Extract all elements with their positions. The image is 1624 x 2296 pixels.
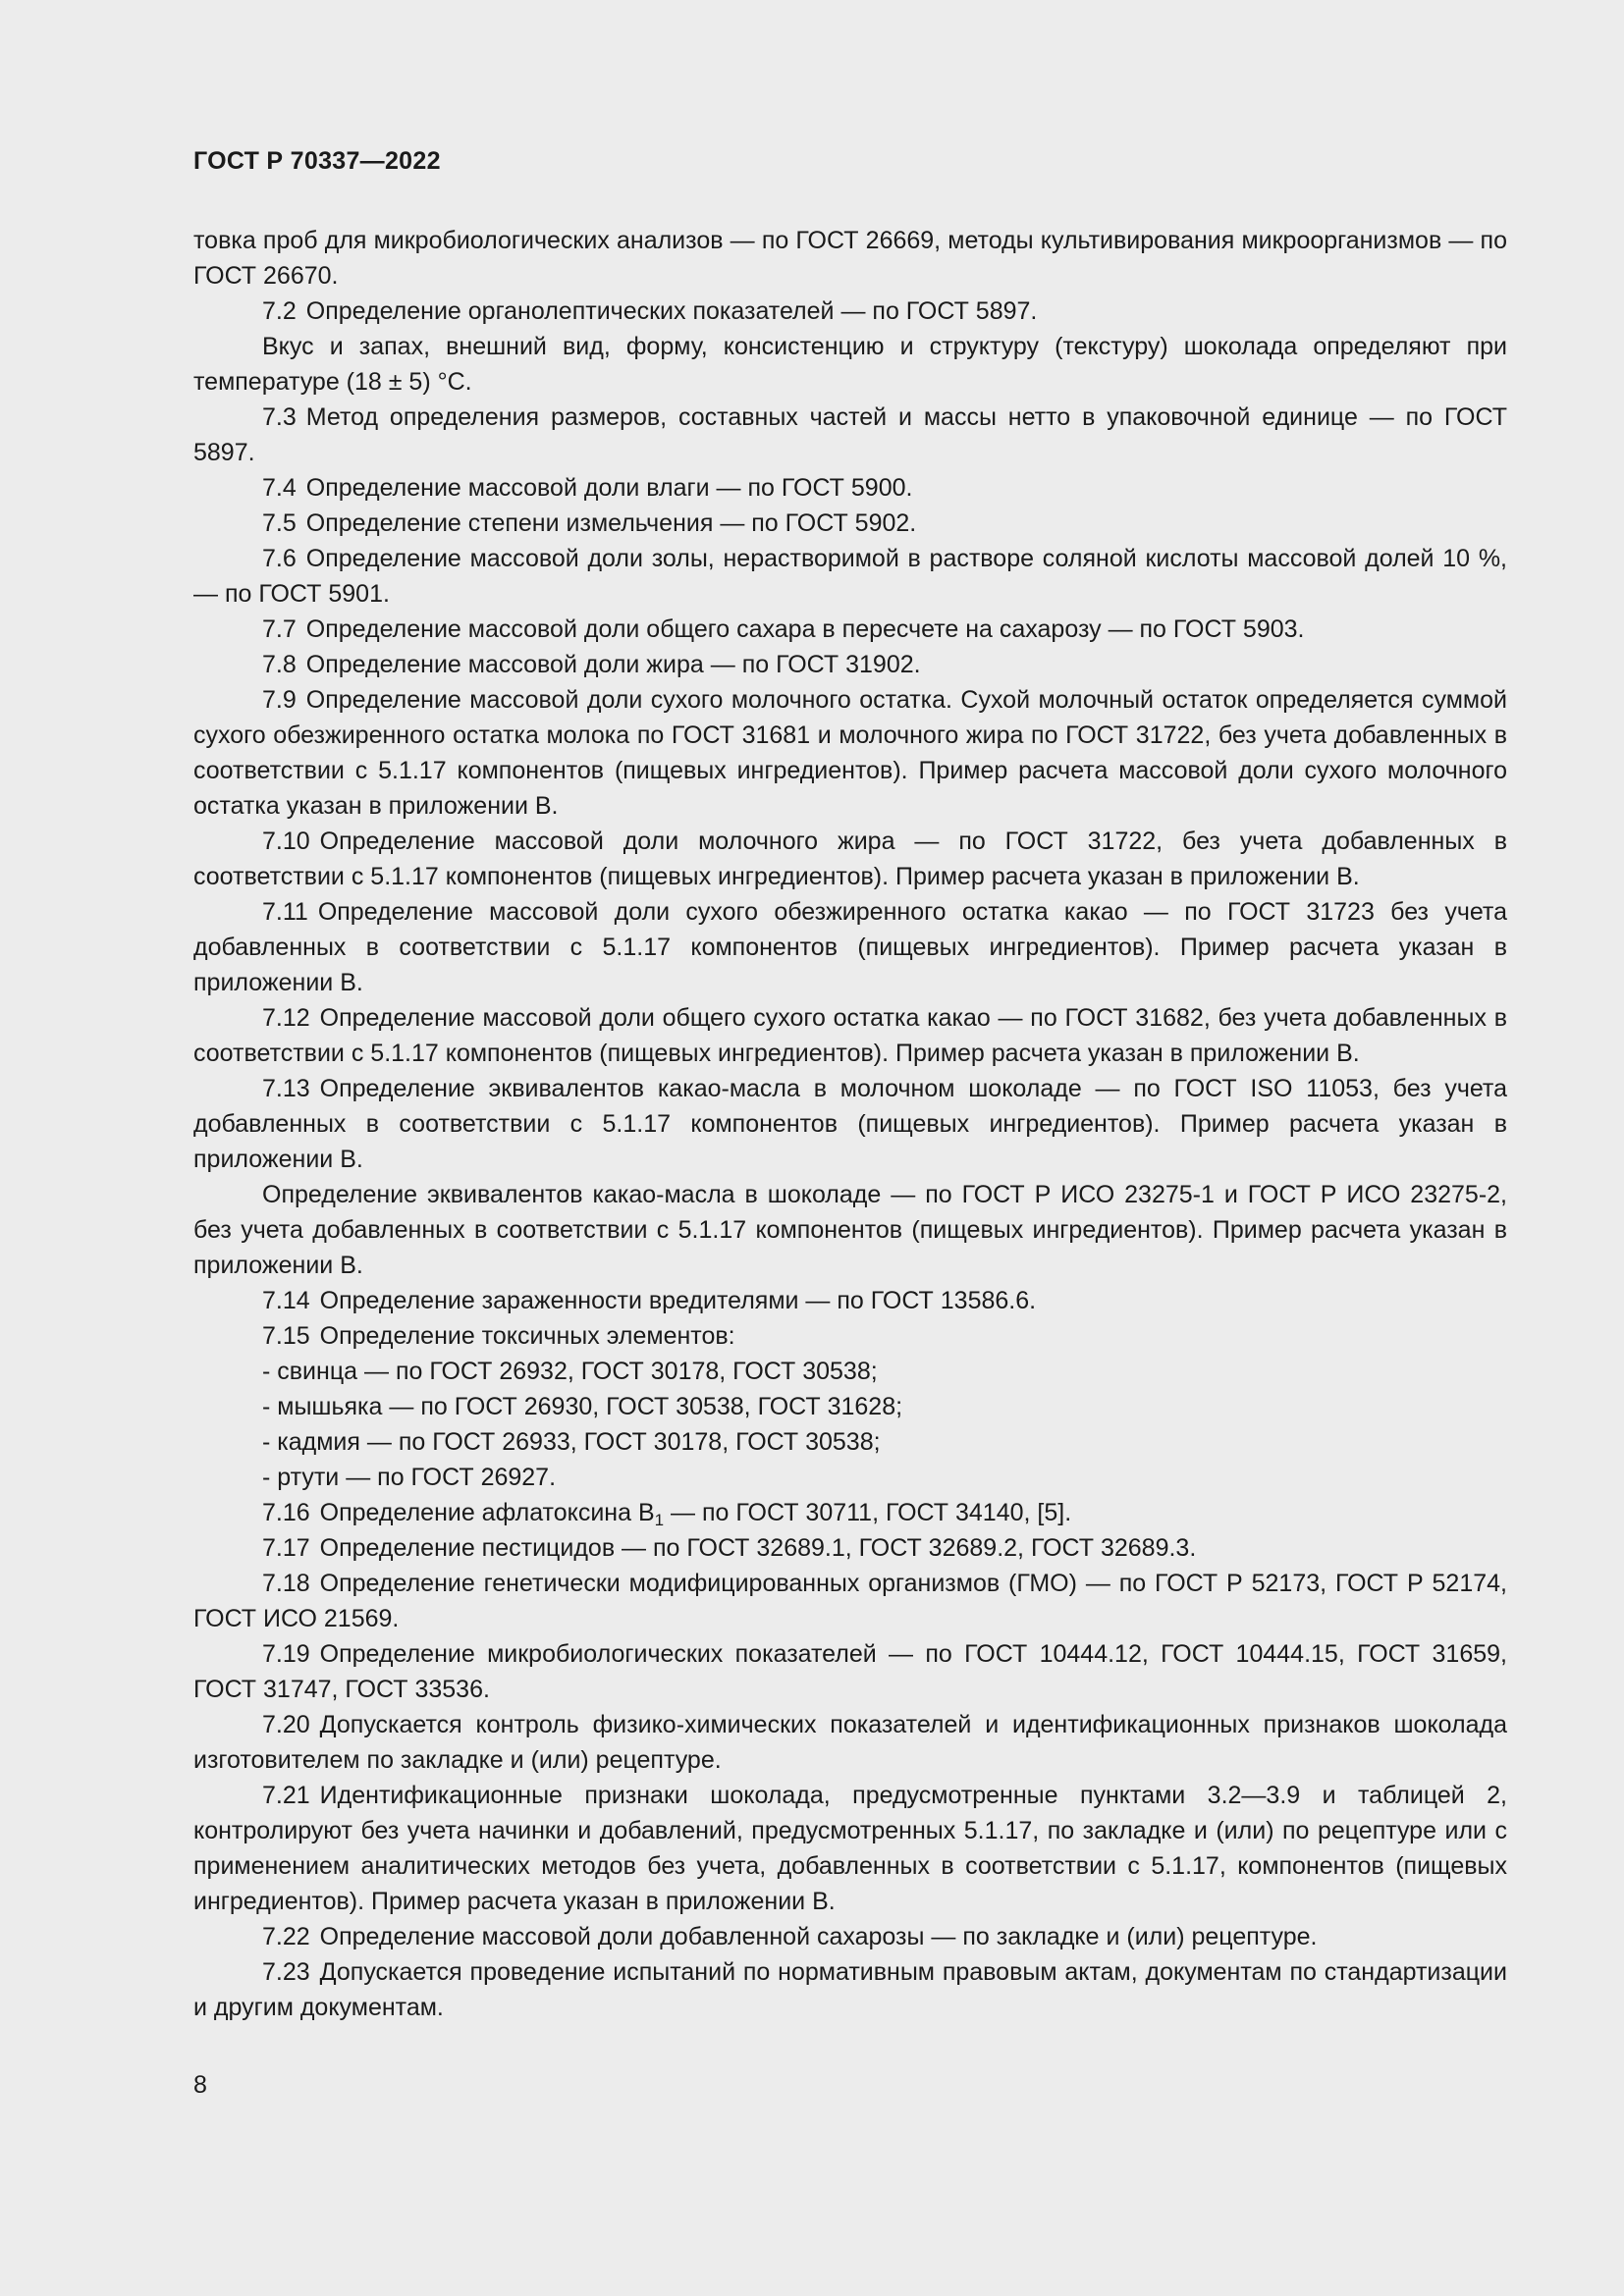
clause-text: Определение пестицидов — по ГОСТ 32689.1, ГОСТ 32689.2, ГОСТ 32689.3. (319, 1534, 1197, 1562)
clause-text: Определение массовой доли золы, нерастворимой в растворе соляной кислоты массовой долей 10 %, — по ГОСТ 5901. (193, 545, 1507, 608)
clause-text: Определение массовой доли сухого обезжиренного остатка какао — по ГОСТ 31723 без учета добавленных в соответствии с 5.1.17 компонентов (пищевых ингредиентов). Пример расчета указан в приложении В. (193, 898, 1507, 996)
document-body (193, 223, 1507, 2025)
clause-text: Определение массовой доли добавленной сахарозы — по закладке и (или) рецептуре. (319, 1923, 1318, 1950)
clause-number: 7.12 (262, 1004, 310, 1032)
clause-number: 7.20 (262, 1711, 310, 1738)
clause-7-10 (193, 824, 1507, 894)
clause-7-2 (193, 294, 1507, 329)
clause-7-5 (193, 506, 1507, 541)
clause-number: 7.22 (262, 1923, 310, 1950)
clause-7-12 (193, 1000, 1507, 1071)
clause-number: 7.17 (262, 1534, 310, 1562)
clause-number: 7.18 (262, 1570, 310, 1597)
clause-number: 7.10 (262, 828, 310, 855)
clause-7-15 (193, 1318, 1507, 1354)
clause-7-21 (193, 1778, 1507, 1919)
clause-7-17 (193, 1530, 1507, 1566)
clause-7-20 (193, 1707, 1507, 1778)
clause-number: 7.14 (262, 1287, 310, 1314)
clause-number: 7.5 (262, 509, 297, 537)
clause-number: 7.2 (262, 297, 297, 325)
paragraph-continuation: товка проб для микробиологических анализов — по ГОСТ 26669, методы культивирования микроорганизмов — по ГОСТ 26670. (193, 227, 1507, 290)
list-item-mercury: - ртути — по ГОСТ 26927. (262, 1464, 557, 1491)
clause-number: 7.19 (262, 1640, 310, 1668)
clause-7-11 (193, 894, 1507, 1000)
list-item-cadmium: - кадмия — по ГОСТ 26933, ГОСТ 30178, ГОСТ 30538; (262, 1428, 881, 1456)
clause-7-4 (193, 470, 1507, 506)
clause-7-23 (193, 1954, 1507, 2025)
clause-text: Допускается проведение испытаний по нормативным правовым актам, документам по стандартизации и другим документам. (193, 1958, 1507, 2021)
clause-text: Определение токсичных элементов: (319, 1322, 735, 1350)
clause-7-13 (193, 1071, 1507, 1177)
clause-number: 7.4 (262, 474, 297, 502)
clause-number: 7.21 (262, 1782, 310, 1809)
clause-7-14 (193, 1283, 1507, 1318)
clause-text: Определение афлатоксина В (319, 1499, 655, 1526)
clause-number: 7.16 (262, 1499, 310, 1526)
clause-text: Определение массовой доли общего сахара в пересчете на сахарозу — по ГОСТ 5903. (305, 615, 1305, 643)
clause-number: 7.13 (262, 1075, 310, 1102)
clause-text-tail: — по ГОСТ 30711, ГОСТ 34140, [5]. (664, 1499, 1072, 1526)
clause-7-22 (193, 1919, 1507, 1954)
clause-7-19 (193, 1636, 1507, 1707)
clause-text: Определение степени измельчения — по ГОСТ 5902. (305, 509, 917, 537)
clause-7-8 (193, 647, 1507, 682)
clause-number: 7.11 (262, 898, 308, 926)
clause-number: 7.6 (262, 545, 297, 572)
clause-text: Определение массовой доли общего сухого остатка какао — по ГОСТ 31682, без учета добавленных в соответствии с 5.1.17 компонентов (пищевых ингредиентов). Пример расчета указан в приложении В. (193, 1004, 1507, 1067)
clause-text: Определение зараженности вредителями — по ГОСТ 13586.6. (319, 1287, 1037, 1314)
subscript: 1 (654, 1511, 665, 1529)
clause-7-16 (193, 1495, 1507, 1530)
clause-text: Определение массовой доли жира — по ГОСТ 31902. (305, 651, 921, 678)
document-header: ГОСТ Р 70337—2022 (193, 147, 441, 175)
clause-7-3 (193, 400, 1507, 470)
clause-text: Определение органолептических показателей — по ГОСТ 5897. (305, 297, 1038, 325)
clause-text: Определение массовой доли молочного жира — по ГОСТ 31722, без учета добавленных в соответствии с 5.1.17 компонентов (пищевых ингредиентов). Пример расчета указан в приложении В. (193, 828, 1507, 890)
clause-text: Определение массовой доли сухого молочного остатка. Сухой молочный остаток определяется суммой сухого обезжиренного остатка молока по ГОСТ 31681 и молочного жира по ГОСТ 31722, без учета добавленных в соответствии с 5.1.17 компонентов (пищевых ингредиентов). Пример расчета массовой доли сухого молочного остатка указан в приложении В. (193, 686, 1507, 820)
clause-text: Определение генетически модифицированных организмов (ГМО) — по ГОСТ Р 52173, ГОСТ Р 52174, ГОСТ ИСО 21569. (193, 1570, 1507, 1632)
clause-number: 7.7 (262, 615, 297, 643)
clause-number: 7.8 (262, 651, 297, 678)
clause-7-6 (193, 541, 1507, 612)
clause-number: 7.9 (262, 686, 297, 714)
list-item-arsenic: - мышьяка — по ГОСТ 26930, ГОСТ 30538, ГОСТ 31628; (262, 1393, 903, 1420)
page-number: 8 (193, 2071, 207, 2099)
clause-7-7 (193, 612, 1507, 647)
clause-text: Допускается контроль физико-химических показателей и идентификационных признаков шоколада изготовителем по закладке и (или) рецептуре. (193, 1711, 1507, 1774)
list-item-lead: - свинца — по ГОСТ 26932, ГОСТ 30178, ГОСТ 30538; (262, 1358, 878, 1385)
clause-text: Определение массовой доли влаги — по ГОСТ 5900. (305, 474, 913, 502)
clause-number: 7.3 (262, 403, 297, 431)
clause-number: 7.15 (262, 1322, 310, 1350)
clause-text: Идентификационные признаки шоколада, предусмотренные пунктами 3.2—3.9 и таблицей 2, контролируют без учета начинки и добавлений, предусмотренных 5.1.17, по закладке и (или) по рецептуре или с применением аналитических методов без учета, добавленных в соответствии с 5.1.17, компонентов (пищевых ингредиентов). Пример расчета указан в приложении В. (193, 1782, 1507, 1915)
paragraph-organoleptic: Вкус и запах, внешний вид, форму, консистенцию и структуру (текстуру) шоколада определяют при температуре (18 ± 5) °С. (193, 333, 1507, 396)
clause-text: Определение эквивалентов какао-масла в молочном шоколаде — по ГОСТ ISO 11053, без учета добавленных в соответствии с 5.1.17 компонентов (пищевых ингредиентов). Пример расчета указан в приложении В. (193, 1075, 1507, 1173)
clause-7-18 (193, 1566, 1507, 1636)
paragraph-cocoa-butter-equivalents: Определение эквивалентов какао-масла в шоколаде — по ГОСТ Р ИСО 23275-1 и ГОСТ Р ИСО 23275-2, без учета добавленных в соответствии с 5.1.17 компонентов (пищевых ингредиентов). Пример расчета указан в приложении В. (193, 1181, 1507, 1279)
clause-7-9 (193, 682, 1507, 824)
clause-text: Определение микробиологических показателей — по ГОСТ 10444.12, ГОСТ 10444.15, ГОСТ 31659, ГОСТ 31747, ГОСТ 33536. (193, 1640, 1507, 1703)
clause-text: Метод определения размеров, составных частей и массы нетто в упаковочной единице — по ГОСТ 5897. (193, 403, 1507, 466)
clause-number: 7.23 (262, 1958, 310, 1986)
